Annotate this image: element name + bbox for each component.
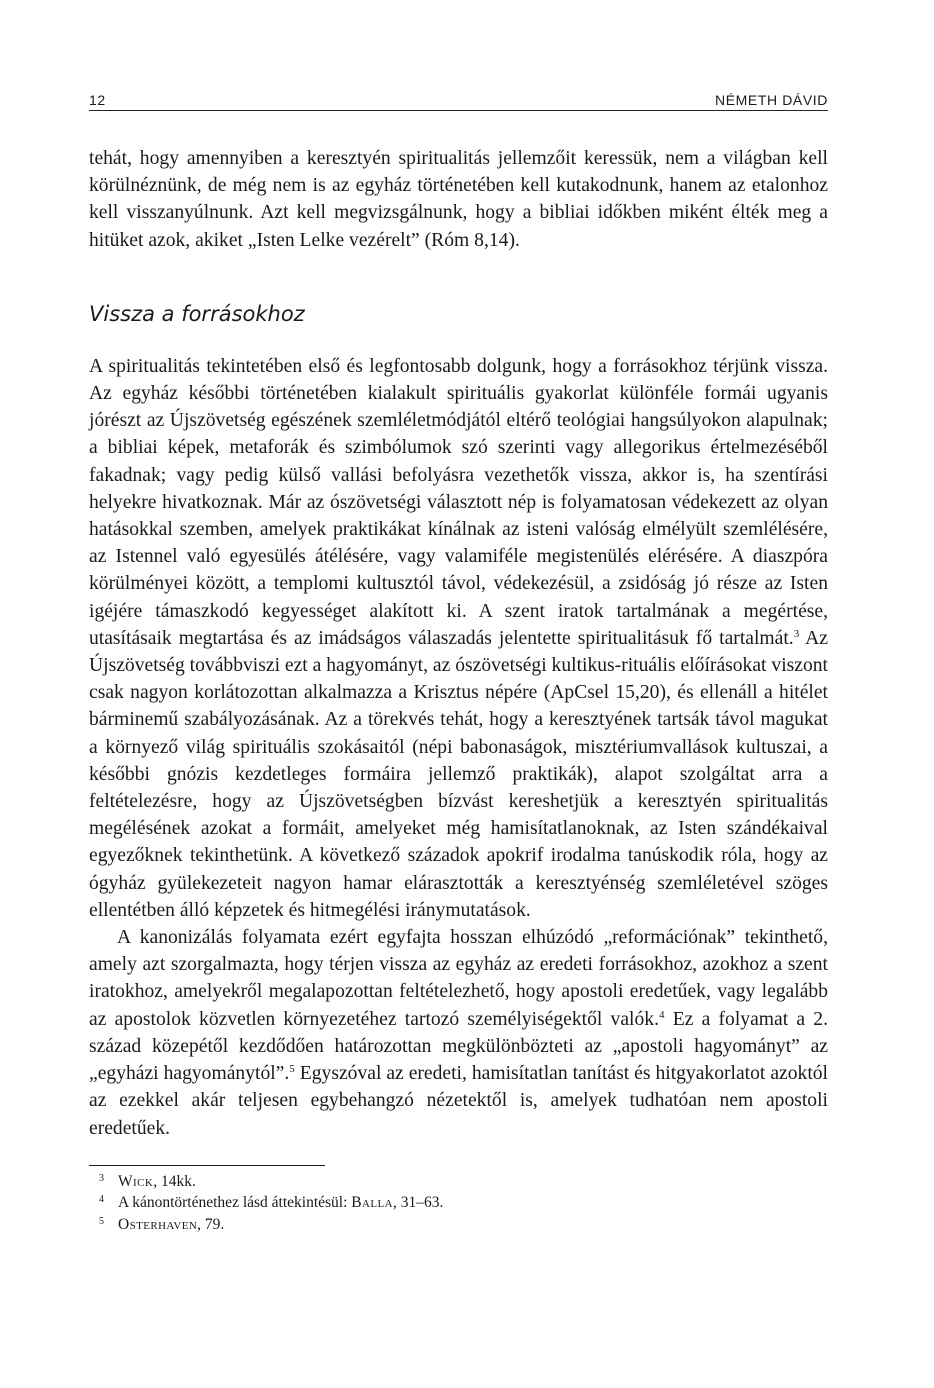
page (89, 86, 828, 1235)
footnote-rest: , 31–63. (392, 1194, 444, 1212)
footnote-number: 3 (99, 1172, 104, 1184)
footnote-author: Balla (351, 1194, 393, 1212)
footnote-5 (89, 1214, 828, 1236)
footnote-text (118, 1214, 224, 1236)
section-title: Vissza a forrásokhoz (89, 301, 305, 326)
footnote-3 (89, 1171, 828, 1193)
footnote-rest: , 14kk. (153, 1172, 196, 1190)
page-number: 12 (89, 92, 106, 108)
running-header (89, 86, 828, 111)
paragraph-2 (89, 924, 828, 1142)
paragraph-1 (89, 353, 828, 924)
footnote-text (118, 1192, 443, 1214)
footnote-number: 4 (99, 1194, 104, 1206)
intro-paragraph: tehát, hogy amennyiben a keresztyén spiritualitás jellemzőit keressük, nem a világban kell körülnéznünk, de még nem is az egyház történetében kell kutakodnunk, hanem az etalonhoz kell visszanyúlnunk. Azt kell megvizsgálnunk, hogy a bibliai időkben miként élték meg a hitüket azok, akiket „Isten Lelke vezérelt” (Róm 8,14). (89, 148, 828, 251)
footnote-4 (89, 1192, 828, 1214)
footnote-author: Wick (118, 1172, 154, 1190)
paragraph-2-part-1: A kanonizálás folyamata ezért egyfajta hosszan elhúzódó „reformációnak” tekinthető, amely azt szorgalmazta, hogy térjen vissza az egyház az eredeti forrásokhoz, azokhoz a szent iratokhoz, amelyekről megalapozottan feltételezhető, hogy apostoli eredetűek, vagy legalább az apostolok közvetlen környezetéhez tartozó személyiségektől valók. (89, 927, 828, 1030)
footnote-text (118, 1171, 196, 1193)
footnote-author: Osterhaven (118, 1215, 198, 1233)
footnote-rest: , 79. (197, 1215, 225, 1233)
paragraph-1-part-1: A spiritualitás tekintetében első és legfontosabb dolgunk, hogy a forrásokhoz térjünk vissza. Az egyház későbbi történetében kialakult spirituális gyakorlat különféle formái ugyanis jórészt az Újszövetség egészének szemléletmódjától eltérő teológiai hangsúlyokon alapulnak; a bibliai képek, metaforák és szimbólumok szó szerinti vagy allegorikus értelmezéséből fakadnak; vagy pedig külső vallási befolyásra vezethetők vissza, akkor is, ha szentírási helyekre hivatkoznak. Már az ószövetségi választott nép is folyamatosan védekezett az olyan hatásokkal szemben, amelyek praktikákat kínálnak az isteni valóság elmélyült szemlélésére, az Istennel való egyesülés átélésére, vagy valamiféle megistenülés elérésére. A diaszpóra körülményei között, a templomi kultusztól távol, védekezésül, a zsidóság jó része az Isten igéjére támaszkodó kegyességet alakított ki. A szent iratok tartalmának a megértése, utasításaik megtartása és az imádságos válaszadás jelentette spiritualitásuk fő tartalmát. (89, 355, 828, 649)
footnote-ref-5[interactable]: 5 (289, 1063, 295, 1076)
footnotes (89, 1171, 828, 1236)
footnote-ref-4[interactable]: 4 (658, 1008, 665, 1021)
paragraph-2-part-3: Egyszóval az eredeti, hamisítatlan tanítást és hitgyakorlatot azoktól az ezekkel akár teljesen egybehangzó nézetektől is, amelyek tudhatóan nem apostoli eredetűek. (89, 1063, 829, 1139)
footnote-number: 5 (99, 1215, 104, 1227)
paragraph-2-part-2: Ez a folyamat a 2. század közepétől kezdődően határozottan megkülönbözteti az „apostoli hagyományt” az „egyházi hagyománytól”. (89, 1008, 828, 1085)
footnote-divider (89, 1165, 325, 1166)
running-author: NÉMETH DÁVID (715, 92, 828, 108)
paragraph-1-part-2: Az Újszövetség továbbviszi ezt a hagyományt, az ószövetségi kultikus-rituális előírásokat viszont csak nagyon korlátozottan alkalmazza a Krisztus népére (ApCsel 15,20), és ellenáll a hitélet bárminemű szabályozásának. Az a törekvés tehát, hogy a keresztyének tartsák távol magukat a környező világ spirituális szokásaitól (népi babonaságok, misztériumvallások kultuszai, a későbbi gnózis kezdetleges formáira jellemző praktikák), alapot szolgáltat arra a feltételezésre, hogy az Újszövetségben bízvást kereshetjük a keresztyén spiritualitás megélésének azokat a formáit, amelyeket még hamisítatlanoknak, az Isten szándékaival egyezőknek tekinthetünk. A következő századok apokrif irodalma tanúskodik róla, hogy az ógyház gyülekezeteit nagyon hamar elárasztották a keresztyénség szemléletével szöges ellentétben álló képzetek és hitmegélési iránymutatások. (89, 627, 828, 921)
footnote-prefix: A kánontörténethez lásd áttekintésül: (118, 1194, 352, 1212)
footnote-ref-3[interactable]: 3 (793, 627, 800, 640)
